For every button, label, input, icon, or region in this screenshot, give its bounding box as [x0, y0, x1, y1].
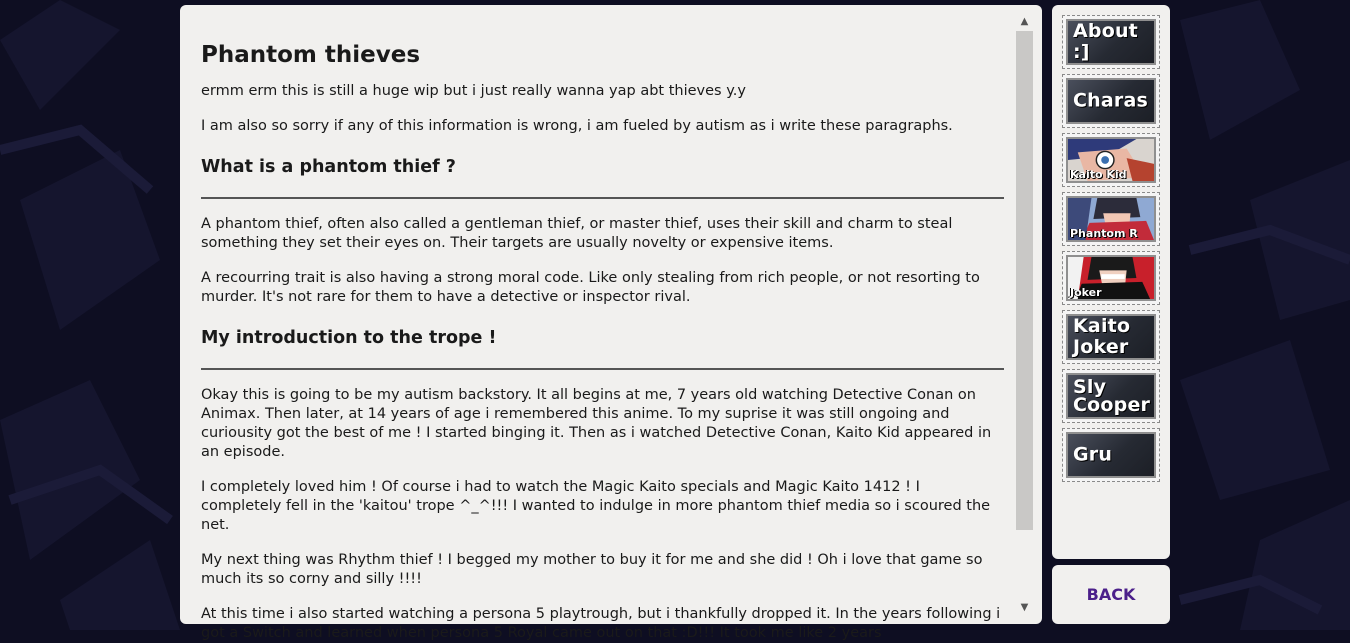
nav-charas-button[interactable] — [1062, 74, 1160, 128]
back-button[interactable]: BACK — [1086, 585, 1136, 604]
nav-about-button[interactable] — [1062, 15, 1160, 69]
nav-label: Kaito Joker — [1073, 315, 1131, 358]
section-paragraph: Okay this is going to be my autism backstory. It all begins at me, 7 years old watching Detective Conan on Animax. Then later, at 14 years of age i remembered this anime. To my suprise it was still ongoing and curiousity got the best of me ! I started binging it. Then as i watched Detective Conan, Kaito Kid appeared in an episode. — [201, 387, 992, 460]
section-paragraph: A recourring trait is also having a strong moral code. Like only stealing from rich people, or not resorting to murder. It's not rare for them to have a detective or inspector rival. — [201, 270, 980, 305]
sidebar — [1052, 5, 1170, 559]
intro-paragraph: I am also so sorry if any of this information is wrong, i am fueled by autism as i write these paragraphs. — [201, 118, 953, 134]
scrollbar[interactable] — [1016, 13, 1033, 617]
section-paragraph: A phantom thief, often also called a gentleman thief, or master thief, uses their skill and charm to steal something they set their eyes on. Their targets are usually novelty or expensive items. — [201, 216, 953, 251]
scroll-up-icon[interactable]: ▲ — [1020, 16, 1029, 27]
nav-label: Gru — [1073, 443, 1113, 466]
section-heading: My introduction to the trope ! — [201, 328, 497, 348]
nav-label: Kaito Kid — [1070, 168, 1127, 181]
nav-gru-button[interactable] — [1062, 428, 1160, 482]
section-paragraph: At this time i also started watching a persona 5 playtrough, but i thankfully dropped it. In the years following i got a Switch and learned when persona 5 Royal came out on that :D!!! It took me like 2 years — [201, 606, 1001, 641]
intro-paragraph: ermm erm this is still a huge wip but i just really wanna yap abt thieves y.y — [201, 83, 746, 99]
nav-label: About :] — [1073, 20, 1138, 63]
scroll-down-icon[interactable]: ▼ — [1020, 602, 1029, 613]
divider — [201, 368, 1004, 370]
nav-label: Charas — [1073, 89, 1148, 112]
nav-kaito-joker-button[interactable] — [1062, 310, 1160, 364]
nav-joker-button[interactable] — [1062, 251, 1160, 305]
back-panel — [1052, 565, 1170, 624]
page-title: Phantom thieves — [201, 42, 421, 68]
article-content — [201, 5, 1004, 641]
article-panel — [180, 5, 1042, 641]
section-paragraph: My next thing was Rhythm thief ! I begged my mother to buy it for me and she did ! Oh i love that game so much its so corny and silly !!!! — [201, 552, 983, 587]
nav-label: Sly Cooper — [1073, 376, 1151, 416]
divider — [201, 197, 1004, 199]
nav-kaito-kid-button[interactable] — [1062, 133, 1160, 187]
nav-label: Joker — [1070, 286, 1102, 299]
nav-label: Phantom R — [1070, 227, 1138, 240]
section-heading: What is a phantom thief ? — [201, 157, 456, 177]
scrollbar-thumb[interactable] — [1016, 31, 1033, 530]
nav-phantom-r-button[interactable] — [1062, 192, 1160, 246]
nav-sly-cooper-button[interactable] — [1062, 369, 1160, 423]
section-paragraph: I completely loved him ! Of course i had to watch the Magic Kaito specials and Magic Kaito 1412 ! I completely fell in the 'kaitou' trope ^_^!!! I wanted to indulge in more phantom thief media so i scoured the net. — [201, 479, 991, 533]
